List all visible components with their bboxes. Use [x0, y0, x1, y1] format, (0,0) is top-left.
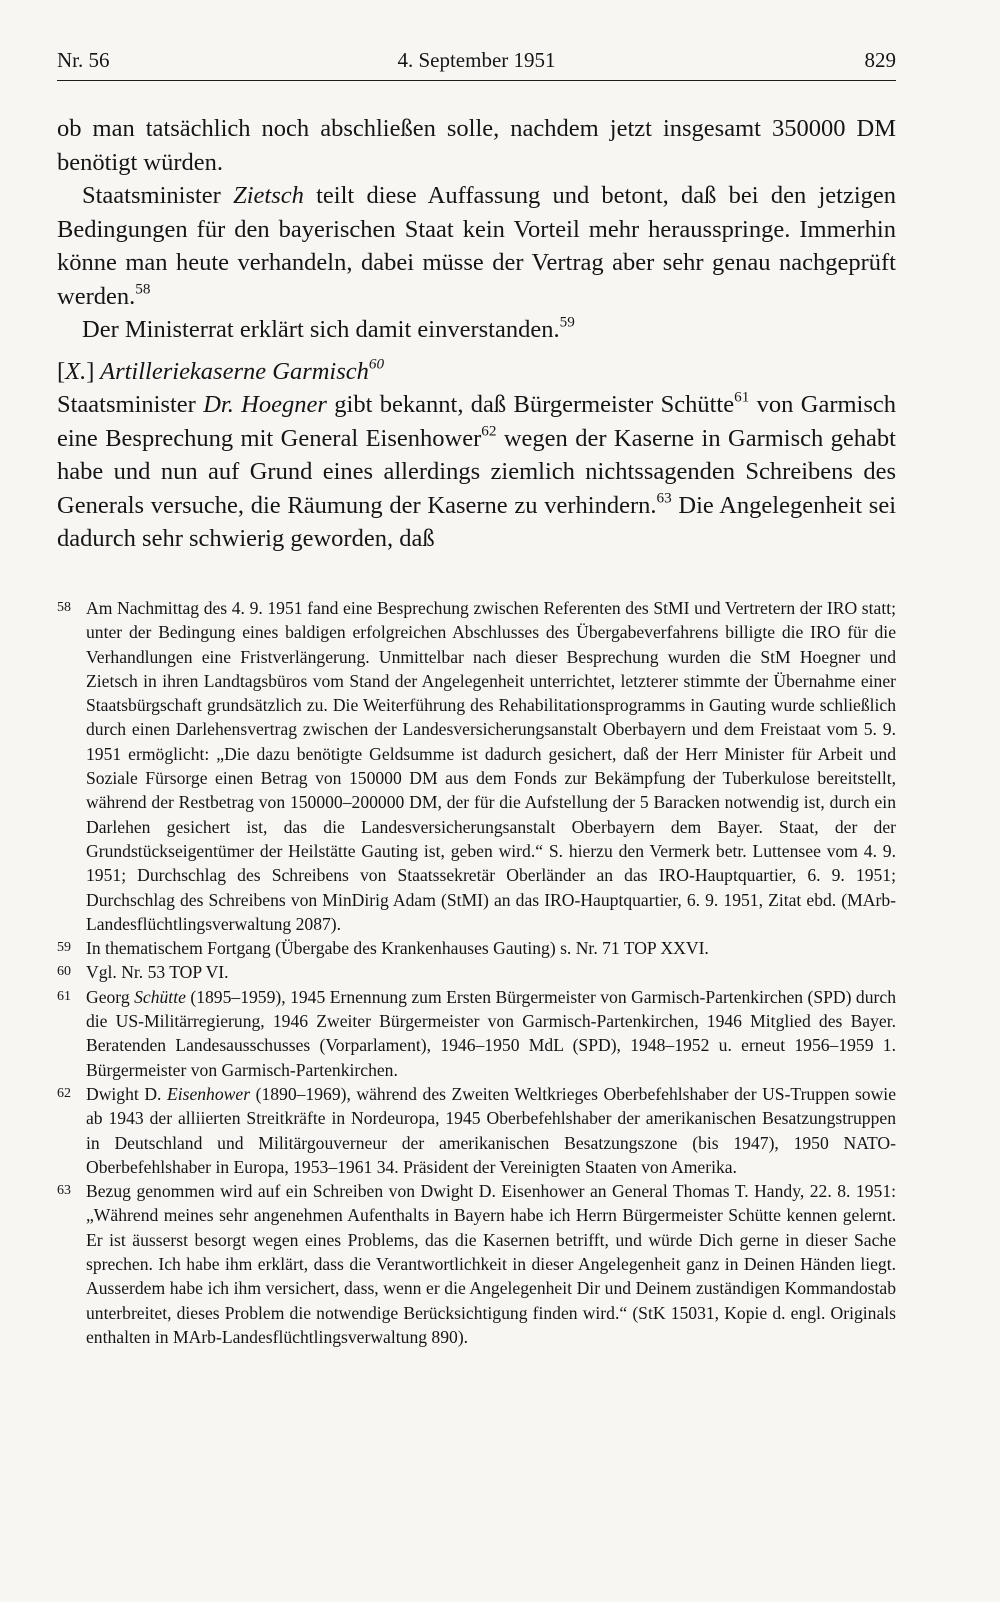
paragraph-text: Der Ministerrat erklärt sich damit einverstanden. [82, 316, 560, 343]
person-name: Zietsch [233, 182, 304, 209]
footnotes [57, 596, 896, 1349]
paragraph-continuation: ob man tatsächlich noch abschließen solle, nachdem jetzt insgesamt 350000 DM benötigt würden. [57, 115, 896, 176]
paragraph-text: teilt diese Auffassung und betont, daß bei den jetzigen Bedingungen für den bayerischen Staat kein Vorteil mehr herausspringe. Immerhin könne man heute verhandeln, dabei müsse der Vertrag aber sehr genau nachgeprüft werden. [57, 182, 897, 310]
section-title: Artilleriekaserne Garmisch [94, 357, 369, 385]
footnote-number: 61 [57, 988, 71, 1004]
footnote-ref: 61 [734, 388, 750, 406]
footnote-text: Vgl. Nr. 53 TOP VI. [86, 962, 229, 983]
section-number: X. [65, 357, 87, 385]
running-header [57, 44, 896, 81]
footnote-ref: 63 [656, 488, 672, 506]
footnote-62: 62 Dwight D. Eisenhower (1890–1969), während des Zweiten Weltkrieges Oberbefehlshaber der US-Truppen sowie ab 1943 der alliierten Streitkräfte in Nordeuropa, 1945 Oberbefehlshaber der amerikanischen Besatzungstruppen in Deutschland und Militärgouverneur der amerikanischen Besatzungszone (bis 1947), 1950 NATO-Oberbefehlshaber in Europa, 1953–1961 34. Präsident der Vereinigten Staaten von Amerika. [57, 1083, 897, 1177]
footnote-58 [57, 596, 896, 936]
person-name: Eisenhower [166, 1083, 251, 1104]
footnote-number: 63 [57, 1183, 71, 1199]
person-name: Schütte [134, 986, 186, 1007]
paragraph-decision [57, 313, 896, 347]
footnote-text: In thematischem Fortgang (Übergabe des Krankenhauses Gauting) s. Nr. 71 TOP XXVI. [86, 938, 709, 959]
header-date: 4. September 1951 [397, 48, 556, 72]
footnote-text: Am Nachmittag des 4. 9. 1951 fand eine Besprechung zwischen Referenten des StMI und Vertretern der IRO statt; unter der Bedingung eines baldigen erfolgreichen Abschlusses des Übergabeverfahrens billigte die IRO für die Verhandlungen eine Fristverlängerung. Unmittelbar nach dieser Besprechung wurden die StM Hoegner und Zietsch in ihren Landtagsbüros vom Stand der Angelegenheit unterrichtet, letzterer stimmte der Übernahme einer Staatsbürgschaft grundsätzlich zu. Die Weiterführung des Rehabilitationsprogramms in Gauting wurde schließlich durch einen Darlehensvertrag zwischen der Landesversicherungsanstalt Oberbayern und dem Freistaat vom 5. 9. 1951 ermöglicht: „Die dazu benötigte Geldsumme ist dadurch gesichert, daß der Herr Minister für Arbeit und Soziale Fürsorge einen Betrag von 150000 DM aus dem Fonds zur Bekämpfung der Tuberkulose bereitstellt, während der Restbetrag von 150000–200000 DM, der für die Aufstellung der 5 Baracken notwendig ist, durch ein Darlehen gesichert ist, das die Landesversicherungsanstalt Oberbayern dem Bayer. Staat, der der Grundstückseigentümer der Heilstätte Gauting ist, geben wird.“ S. hierzu den Vermerk betr. Luttensee vom 4. 9. 1951; Durchschlag des Schreibens von Staatssekretär Oberländer an das IRO-Hauptquartier, 6. 9. 1951; Durchschlag des Schreibens von MinDirig Adam (StMI) an das IRO-Hauptquartier, 6. 9. 1951, Zitat ebd. (MArb-Landesflüchtlingsverwaltung 2087). [86, 598, 896, 934]
footnote-63 [57, 1179, 896, 1349]
footnote-59 [57, 936, 896, 960]
paragraph-zietsch [57, 179, 896, 313]
main-text [57, 112, 896, 556]
footnote-number: 60 [57, 964, 71, 980]
paragraph-text: Staatsminister [82, 182, 234, 209]
footnote-text: Bezug genommen wird auf ein Schreiben von Dwight D. Eisenhower an General Thomas T. Handy, 22. 8. 1951: „Während meines sehr angenehmen Aufenthalts in Bayern habe ich Herrn Bürgermeister Schütte kennen gelernt. Er ist äusserst besorgt wegen eines Problems, das die Kasernen betrifft, und würde Dich gerne in dieser Sache sprechen. Ich habe ihm erklärt, dass die Verantwortlichkeit in dieser Angelegenheit ganz in Deinen Händen liegt. Ausserdem habe ich ihm versichert, dass, wenn er die Angelegenheit Dir und Deinem zuständigen Kommandostab unterbreitet, dieses Problem die notwendige Berücksichtigung finden wird.“ (StK 15031, Kopie d. engl. Originals enthalten in MArb-Landesflüchtlingsverwaltung 890). [86, 1181, 896, 1347]
footnote-61: 61 Georg Schütte (1895–1959), 1945 Ernennung zum Ersten Bürgermeister von Garmisch-Partenkirchen (SPD) durch die US-Militärregierung, 1946 Zweiter Bürgermeister von Garmisch-Partenkirchen, 1946 Mitglied des Bayer. Beratenden Landesausschusses (Vorparlament), 1946–1950 MdL (SPD), 1948–1952 u. erneut 1956–1959 1. Bürgermeister von Garmisch-Partenkirchen. [57, 986, 896, 1080]
paragraph-hoegner: Staatsminister Dr. Hoegner gibt bekannt, daß Bürgermeister Schütte$^{61}$ von Garmisch eine Besprechung mit General Eisenhower$^{62}$ wegen der Kaserne in Garmisch gehabt habe und nun auf Grund eines allerdings ziemlich nichtssagenden Schreibens des Generals versuche, die Räumung der Kaserne zu verhindern.$^{63}$ Die Angelegenheit sei dadurch sehr schwierig geworden, daß [57, 388, 897, 552]
footnote-number: 58 [57, 600, 71, 615]
footnote-60 [57, 960, 896, 984]
section-heading: [X.] Artilleriekaserne Garmisch$^{60}$ [57, 354, 385, 385]
document-number: Nr. 56 [57, 48, 110, 72]
footnote-ref: 59 [559, 313, 575, 331]
footnote-ref: 62 [481, 421, 497, 439]
person-name: Dr. Hoegner [203, 391, 327, 418]
page-number: 829 [864, 48, 896, 72]
footnote-ref: 60 [368, 354, 385, 372]
footnote-number: 62 [57, 1085, 71, 1101]
footnote-number: 59 [57, 940, 71, 956]
footnote-ref: 58 [135, 279, 151, 297]
